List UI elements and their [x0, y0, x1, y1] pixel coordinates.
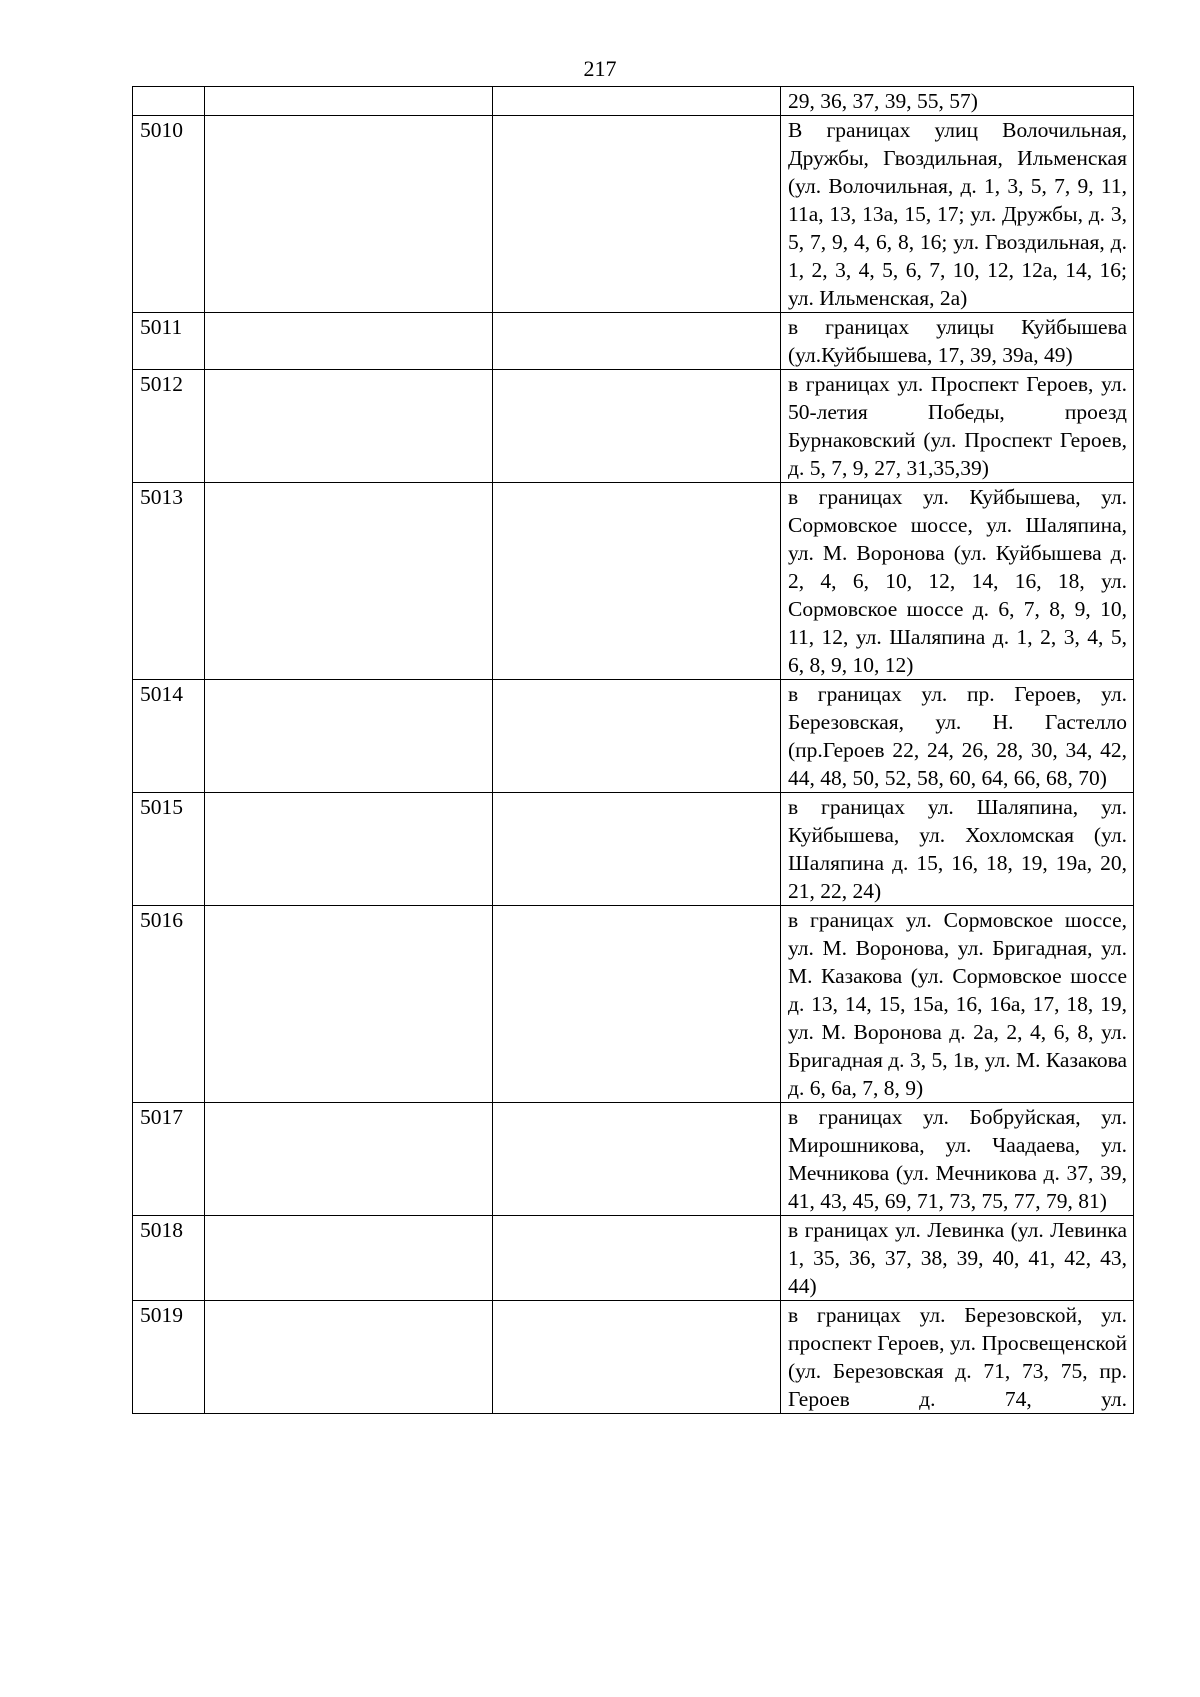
table-row	[133, 313, 1134, 370]
empty-cell	[205, 1216, 493, 1301]
empty-cell	[493, 87, 781, 116]
empty-cell	[205, 370, 493, 483]
empty-cell	[205, 1301, 493, 1414]
boundaries-cell: в границах ул. Левинка (ул. Левинка 1, 35, 36, 37, 38, 39, 40, 41, 42, 43, 44)	[781, 1216, 1134, 1301]
boundaries-cell: в границах ул. Шаляпина, ул. Куйбышева, ул. Хохломская (ул. Шаляпина д. 15, 16, 18, 19, 19а, 20, 21, 22, 24)	[781, 793, 1134, 906]
page-number: 217	[583, 56, 617, 81]
empty-cell	[205, 87, 493, 116]
table-body	[133, 87, 1134, 1414]
table-row	[133, 1216, 1134, 1301]
boundaries-cell: В границах улиц Волочильная, Дружбы, Гвоздильная, Ильменская (ул. Волочильная, д. 1, 3, 5, 7, 9, 11, 11а, 13, 13а, 15, 17; ул. Дружбы, д. 3, 5, 7, 9, 4, 6, 8, 16; ул. Гвоздильная, д. 1, 2, 3, 4, 5, 6, 7, 10, 12, 12а, 14, 16; ул. Ильменская, 2а)	[781, 116, 1134, 313]
empty-cell	[205, 313, 493, 370]
empty-cell	[493, 313, 781, 370]
table-row	[133, 370, 1134, 483]
empty-cell	[205, 1103, 493, 1216]
station-number-cell: 5014	[133, 680, 205, 793]
empty-cell	[493, 1103, 781, 1216]
empty-cell	[205, 483, 493, 680]
station-number-cell: 5018	[133, 1216, 205, 1301]
boundaries-cell: в границах ул. Проспект Героев, ул. 50-летия Победы, проезд Бурнаковский (ул. Проспект Героев, д. 5, 7, 9, 27, 31,35,39)	[781, 370, 1134, 483]
empty-cell	[493, 116, 781, 313]
empty-cell	[493, 483, 781, 680]
polling-station-table	[132, 86, 1134, 1414]
table-row	[133, 87, 1134, 116]
station-number-cell: 5011	[133, 313, 205, 370]
boundaries-cell: в границах улицы Куйбышева (ул.Куйбышева, 17, 39, 39а, 49)	[781, 313, 1134, 370]
station-number-cell: 5013	[133, 483, 205, 680]
empty-cell	[205, 680, 493, 793]
empty-cell	[205, 116, 493, 313]
empty-cell	[493, 906, 781, 1103]
table-row	[133, 483, 1134, 680]
station-number-cell: 5017	[133, 1103, 205, 1216]
table-row	[133, 1103, 1134, 1216]
table-row	[133, 1301, 1134, 1414]
boundaries-cell: в границах ул. пр. Героев, ул. Березовская, ул. Н. Гастелло (пр.Героев 22, 24, 26, 28, 30, 34, 42, 44, 48, 50, 52, 58, 60, 64, 66, 68, 70)	[781, 680, 1134, 793]
empty-cell	[205, 793, 493, 906]
table-row	[133, 906, 1134, 1103]
station-number-cell: 5012	[133, 370, 205, 483]
empty-cell	[493, 680, 781, 793]
boundaries-cell: в границах ул. Куйбышева, ул. Сормовское шоссе, ул. Шаляпина, ул. М. Воронова (ул. Куйбышева д. 2, 4, 6, 10, 12, 14, 16, 18, ул. Сормовское шоссе д. 6, 7, 8, 9, 10, 11, 12, ул. Шаляпина д. 1, 2, 3, 4, 5, 6, 8, 9, 10, 12)	[781, 483, 1134, 680]
empty-cell	[493, 1301, 781, 1414]
table-row	[133, 116, 1134, 313]
empty-cell	[493, 370, 781, 483]
station-number-cell: 5010	[133, 116, 205, 313]
table-row	[133, 793, 1134, 906]
boundaries-cell: в границах ул. Сормовское шоссе, ул. М. Воронова, ул. Бригадная, ул. М. Казакова (ул. Сормовское шоссе д. 13, 14, 15, 15а, 16, 16а, 17, 18, 19, ул. М. Воронова д. 2а, 2, 4, 6, 8, ул. Бригадная д. 3, 5, 1в, ул. М. Казакова д. 6, 6а, 7, 8, 9)	[781, 906, 1134, 1103]
boundaries-cell: 29, 36, 37, 39, 55, 57)	[781, 87, 1134, 116]
table-row	[133, 680, 1134, 793]
station-number-cell: 5016	[133, 906, 205, 1103]
station-number-cell: 5019	[133, 1301, 205, 1414]
empty-cell	[493, 793, 781, 906]
station-number-cell: 5015	[133, 793, 205, 906]
empty-cell	[493, 1216, 781, 1301]
boundaries-cell: в границах ул. Березовской, ул. проспект Героев, ул. Просвещенской (ул. Березовская д. 71, 73, 75, пр. Героев д. 74, ул.	[781, 1301, 1134, 1414]
station-number-cell	[133, 87, 205, 116]
boundaries-cell: в границах ул. Бобруйская, ул. Мирошникова, ул. Чаадаева, ул. Мечникова (ул. Мечникова д. 37, 39, 41, 43, 45, 69, 71, 73, 75, 77, 79, 81)	[781, 1103, 1134, 1216]
empty-cell	[205, 906, 493, 1103]
